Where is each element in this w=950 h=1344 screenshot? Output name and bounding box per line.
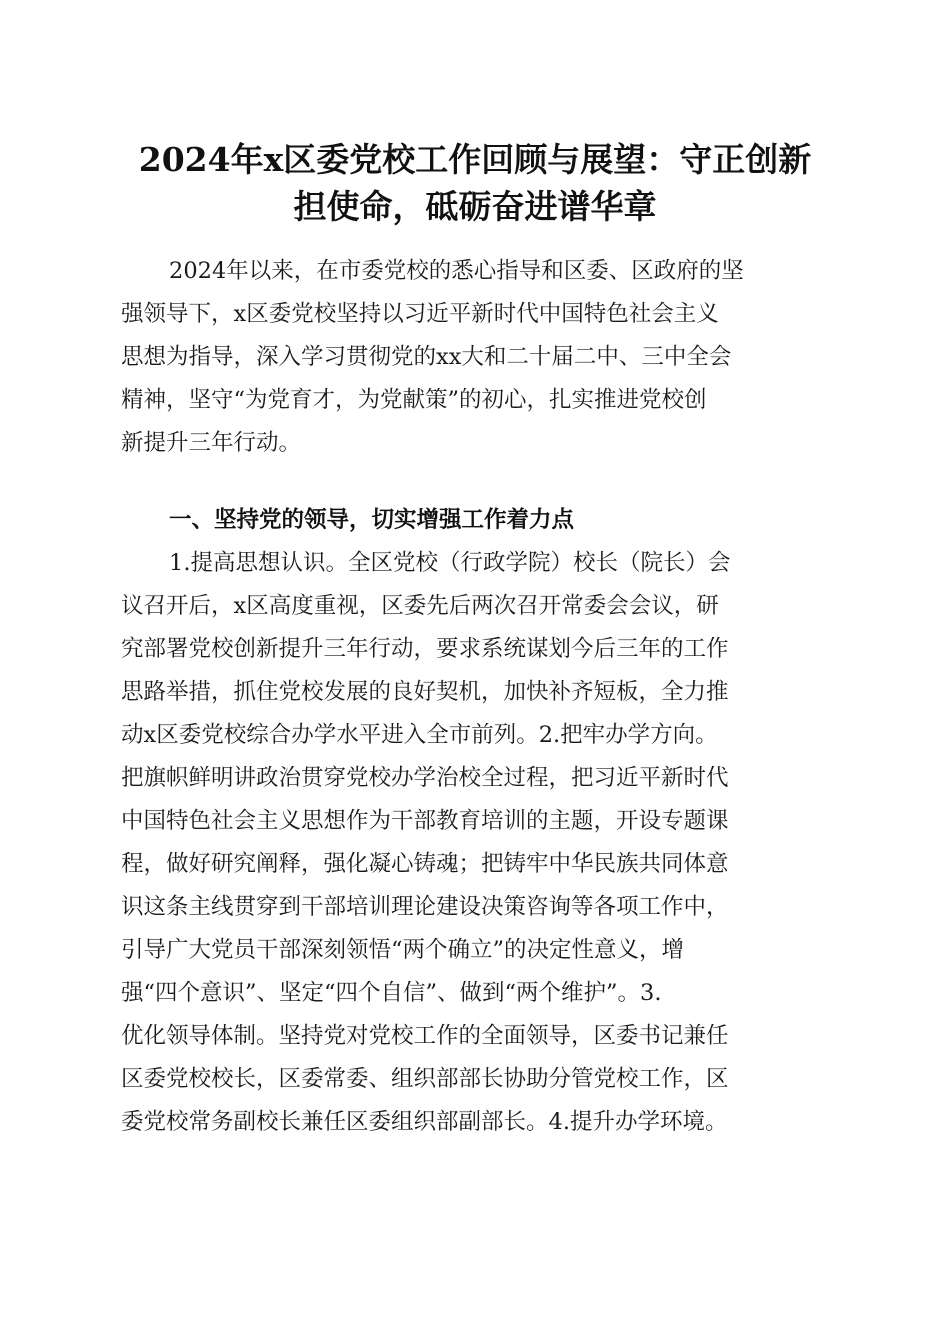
section-1-heading: 一、坚持党的领导，切实增强工作着力点 [169, 507, 575, 533]
intro-paragraph [121, 250, 826, 465]
text-line: 区委党校校长，区委常委、组织部部长协助分管党校工作，区 [121, 1066, 729, 1092]
text-line: 程，做好研究阐释，强化凝心铸魂；把铸牢中华民族共同体意 [121, 851, 729, 877]
text-line: 动x区委党校综合办学水平进入全市前列。2.把牢办学方向。 [121, 722, 718, 748]
document-title-line-1: 2024年x区委党校工作回顾与展望：守正创新 [138, 140, 812, 179]
text-line: 委党校常务副校长兼任区委组织部副部长。4.提升办学环境。 [121, 1109, 728, 1135]
text-line: 强领导下，x区委党校坚持以习近平新时代中国特色社会主义 [121, 301, 719, 327]
text-line: 强“四个意识”、坚定“四个自信”、做到“两个维护”。3. [121, 980, 662, 1006]
section-1-paragraph [121, 542, 826, 1144]
text-line: 新提升三年行动。 [121, 430, 302, 456]
text-line: 2024年以来，在市委党校的悉心指导和区委、区政府的坚 [169, 258, 744, 284]
document-title-line-2: 担使命，砥砺奋进谱华章 [293, 187, 657, 226]
text-line: 中国特色社会主义思想作为干部教育培训的主题，开设专题课 [121, 808, 729, 834]
text-line: 究部署党校创新提升三年行动，要求系统谋划今后三年的工作 [121, 636, 729, 662]
text-line: 把旗帜鲜明讲政治贯穿党校办学治校全过程，把习近平新时代 [121, 765, 729, 791]
text-line: 精神，坚守“为党育才，为党献策”的初心，扎实推进党校创 [121, 387, 707, 413]
text-line: 引导广大党员干部深刻领悟“两个确立”的决定性意义，增 [121, 937, 685, 963]
text-line: 1.提高思想认识。全区党校（行政学院）校长（院长）会 [169, 550, 731, 576]
text-line: 优化领导体制。坚持党对党校工作的全面领导，区委书记兼任 [121, 1023, 729, 1049]
text-line: 思想为指导，深入学习贯彻党的xx大和二十届二中、三中全会 [121, 344, 732, 370]
text-line: 思路举措，抓住党校发展的良好契机，加快补齐短板，全力推 [121, 679, 729, 705]
text-line: 识这条主线贯穿到干部培训理论建设决策咨询等各项工作中， [121, 894, 729, 920]
text-line: 议召开后，x区高度重视，区委先后两次召开常委会会议，研 [121, 593, 719, 619]
